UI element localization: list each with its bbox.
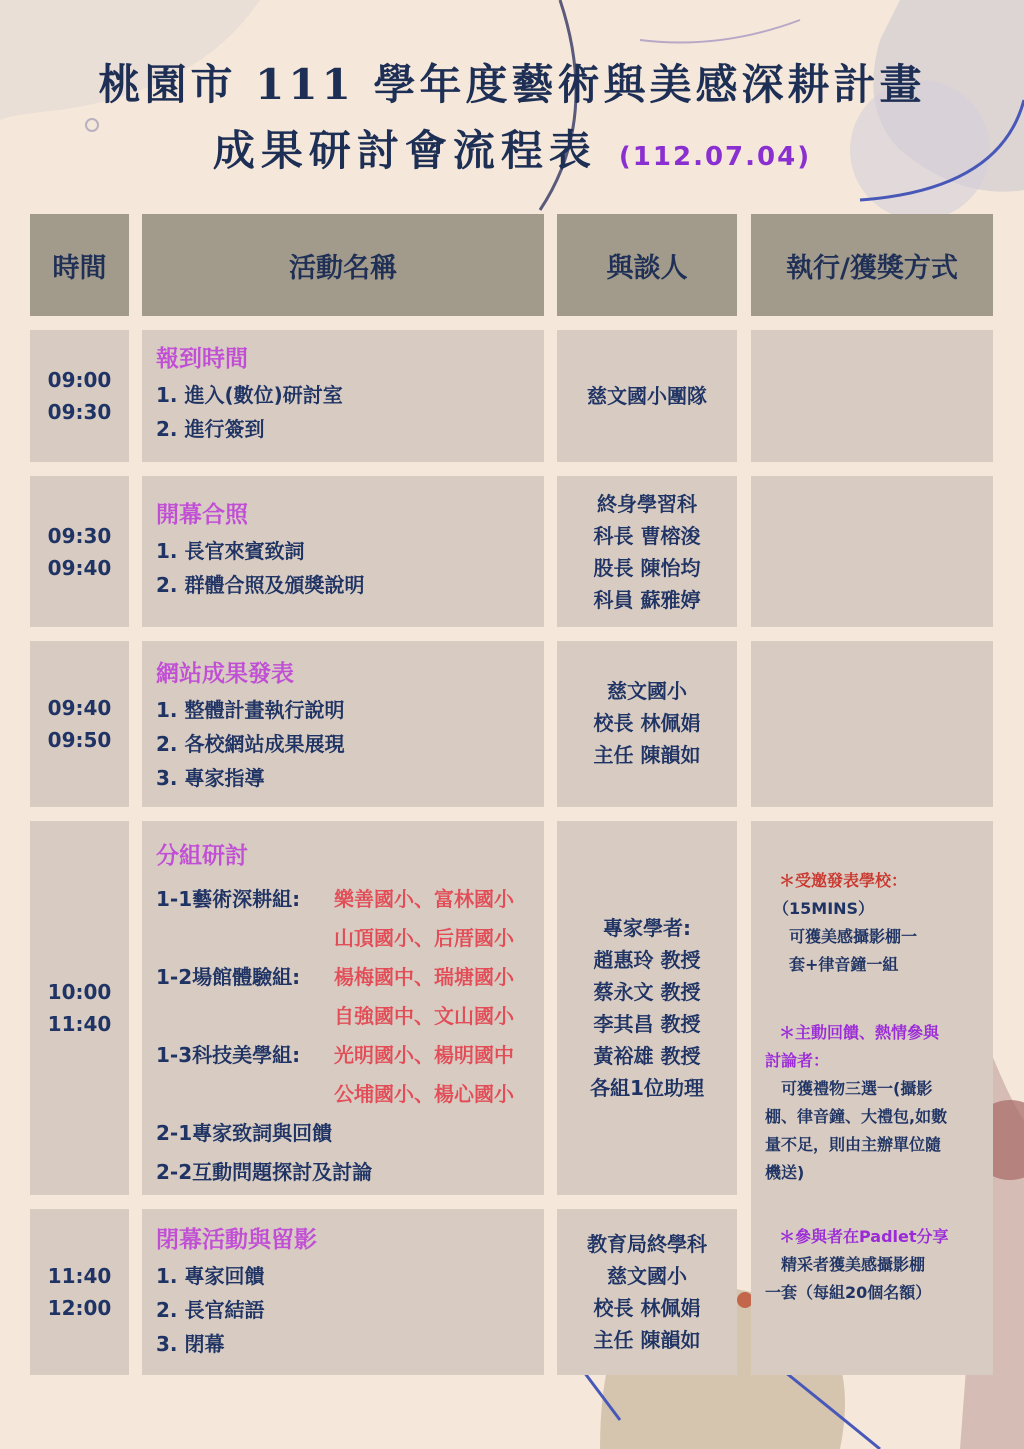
time-end: 12:00	[47, 1296, 112, 1320]
time-end: 09:40	[47, 555, 112, 580]
group-1-1-cont	[156, 919, 544, 958]
award-spacer	[765, 979, 979, 1019]
people-line: 科員 蘇雅婷	[593, 587, 701, 612]
activity-title: 網站成果發表	[156, 661, 294, 687]
award-1-line: （15MINS）	[773, 899, 875, 918]
group-schools: 樂善國小、富林國小	[334, 887, 514, 911]
activity-item: 1. 長官來賓致詞	[156, 539, 305, 563]
people-line: 慈文國小	[607, 679, 687, 703]
people-line: 李其昌 教授	[593, 1012, 701, 1036]
activity-item: 1. 整體計畫執行說明	[156, 698, 345, 722]
activity-item: 3. 閉幕	[156, 1332, 225, 1356]
people-line: 蔡永文 教授	[593, 980, 701, 1004]
row-2-activity	[142, 476, 544, 627]
row-1-activity	[142, 330, 544, 462]
award-2-line: 可獲禮物三選一(攝影	[765, 1079, 933, 1098]
time-end: 09:30	[47, 400, 112, 424]
award-1-line: 可獲美感攝影棚一	[773, 927, 918, 946]
row-5-people	[557, 1209, 737, 1375]
award-1-title: ＊受邀發表學校：	[779, 871, 908, 890]
header-time: 時間	[30, 214, 129, 316]
people-line: 校長 林佩娟	[593, 711, 701, 735]
award-3-line: 精采者獲美感攝影棚	[765, 1255, 926, 1274]
award-1-line: 套+律音鐘一組	[773, 955, 899, 974]
page-subtitle	[0, 118, 1024, 178]
award-2-title: ＊主動回饋、熱情參與	[779, 1023, 940, 1042]
time-start: 11:40	[47, 1264, 112, 1288]
activity-item: 3. 專家指導	[156, 766, 265, 790]
group-1-2	[156, 958, 544, 997]
group-1-3-cont	[156, 1075, 544, 1114]
award-2-line: 量不足，則由主辦單位隨	[765, 1135, 942, 1154]
time-start: 09:30	[47, 523, 112, 548]
people-line: 股長 陳怡均	[593, 555, 701, 580]
event-date: (112.07.04)	[618, 142, 812, 172]
activity-item: 2. 進行簽到	[156, 417, 265, 441]
people-line: 各組1位助理	[590, 1076, 704, 1100]
header-method: 執行/獲獎方式	[751, 214, 993, 316]
row-2-time	[30, 476, 129, 627]
group-1-1	[156, 880, 544, 919]
award-2-title-cont: 討論者：	[765, 1051, 830, 1070]
activity-title: 開幕合照	[156, 502, 248, 528]
time-end: 11:40	[47, 1012, 112, 1036]
people-line: 趙惠玲 教授	[593, 948, 701, 972]
row-4-time	[30, 821, 129, 1195]
group-schools: 公埔國小、楊心國小	[334, 1082, 514, 1106]
group-schools: 自強國中、文山國小	[334, 1004, 514, 1028]
time-start: 09:00	[47, 368, 112, 392]
row-2-method	[751, 476, 993, 627]
group-schools: 山頂國小、后厝國小	[334, 926, 514, 950]
row-3-method	[751, 641, 993, 807]
activity-title: 閉幕活動與留影	[156, 1227, 317, 1253]
row-1-time	[30, 330, 129, 462]
time-start: 10:00	[47, 980, 112, 1004]
activity-item: 2. 長官結語	[156, 1298, 265, 1322]
activity-item: 2. 群體合照及頒獎說明	[156, 573, 365, 597]
people-line: 黃裕雄 教授	[593, 1044, 701, 1068]
people-line: 終身學習科	[597, 491, 697, 516]
time-start: 09:40	[47, 696, 112, 720]
group-label: 1-3科技美學組:	[156, 1043, 301, 1067]
row-3-time	[30, 641, 129, 807]
page-title: 桃園市 111 學年度藝術與美感深耕計畫	[98, 60, 926, 109]
row-1-method	[751, 330, 993, 462]
group-label: 1-1藝術深耕組:	[156, 887, 301, 911]
group-1-3	[156, 1036, 544, 1075]
activity-title: 報到時間	[156, 346, 248, 372]
row-3-people	[557, 641, 737, 807]
award-3-line: 一套（每組20個名額）	[765, 1283, 932, 1302]
award-2-line: 棚、律音鐘、大禮包,如數	[765, 1107, 948, 1126]
people-line: 科長 曹榕浚	[593, 523, 701, 548]
awards-panel	[751, 821, 993, 1375]
group-schools: 楊梅國中、瑞塘國小	[334, 965, 514, 989]
activity-item: 1. 專家回饋	[156, 1264, 265, 1288]
group-schools: 光明國小、楊明國中	[334, 1043, 514, 1067]
award-2-line: 機送)	[765, 1163, 805, 1182]
row-4-people	[557, 821, 737, 1195]
header-activity: 活動名稱	[142, 214, 544, 316]
activity-item: 2. 各校網站成果展現	[156, 732, 345, 756]
row-3-activity	[142, 641, 544, 807]
subtitle-text: 成果研討會流程表	[212, 126, 597, 175]
time-end: 09:50	[47, 728, 112, 752]
people-line: 主任 陳韻如	[593, 743, 701, 767]
row-4-activity	[142, 821, 544, 1195]
people-line: 專家學者:	[603, 916, 691, 940]
group-label: 1-2場館體驗組:	[156, 965, 301, 989]
people-line: 主任 陳韻如	[593, 1328, 701, 1352]
header-people: 與談人	[557, 214, 737, 316]
activity-item: 1. 進入(數位)研討室	[156, 383, 343, 407]
activity-item: 2-2互動問題探討及討論	[156, 1160, 373, 1184]
activity-title: 分組研討	[156, 843, 248, 869]
row-1-people	[557, 330, 737, 462]
people-line: 校長 林佩娟	[593, 1296, 701, 1320]
award-spacer	[765, 1187, 979, 1223]
row-5-time	[30, 1209, 129, 1375]
people-line: 慈文國小團隊	[587, 384, 707, 408]
people-line: 教育局終學科	[587, 1232, 707, 1256]
row-5-activity	[142, 1209, 544, 1375]
award-3-title: ＊參與者在Padlet分享	[779, 1227, 949, 1246]
row-2-people	[557, 476, 737, 627]
activity-item: 2-1專家致詞與回饋	[156, 1121, 333, 1145]
people-line: 慈文國小	[607, 1264, 687, 1288]
group-1-2-cont	[156, 997, 544, 1036]
